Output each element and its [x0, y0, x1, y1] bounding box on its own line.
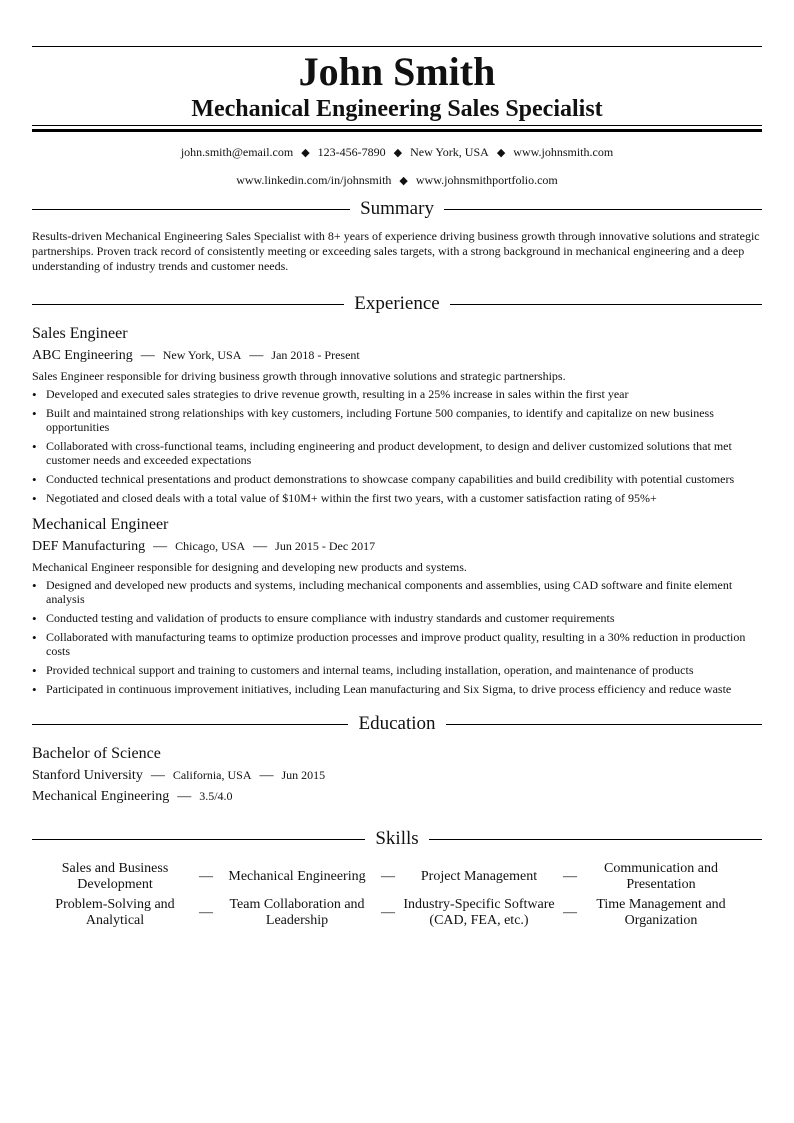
skill-item: Problem-Solving and Analytical [55, 897, 175, 928]
job-bullets [32, 578, 762, 696]
diamond-icon: ◆ [496, 147, 506, 159]
skill-item: Time Management and Organization [596, 897, 726, 928]
list-item: • Developed and executed sales strategies to drive revenue growth, resulting in a 25% increase in sales within the first year [32, 387, 762, 401]
graduation-date: Jun 2015 [281, 768, 326, 782]
list-item: • Provided technical support and training to customers and internal teams, including installation, operation, and maintenance of products [32, 663, 762, 677]
contact-portfolio[interactable]: www.johnsmithportfolio.com [415, 173, 558, 187]
skills-grid [32, 861, 762, 929]
list-item: • Conducted technical presentations and product demonstrations to showcase company capabilities and build credibility with potential customers [32, 472, 762, 486]
summary-text: Results-driven Mechanical Engineering Sales Specialist with 8+ years of experience driving business growth through innovative solutions and strategic partnerships. Proven track record of consistently meeting or exceeding sales targets, with a strong background in mechanical engineering and a deep understanding of industry trends and customer needs. [32, 229, 760, 273]
skill-item: Communication and Presentation [604, 861, 718, 892]
job-title: Mechanical Engineer [32, 516, 169, 533]
degree: Bachelor of Science [32, 745, 161, 762]
contact-block [32, 145, 762, 187]
contact-website[interactable]: www.johnsmith.com [513, 145, 614, 159]
job-title: Sales Engineer [32, 325, 128, 342]
job-dates: Jan 2018 - Present [271, 348, 360, 362]
gpa: 3.5/4.0 [199, 789, 233, 803]
school-name: Stanford University [32, 768, 143, 783]
job-entry [32, 515, 762, 696]
job-meta [32, 536, 762, 557]
school-location: California, USA [172, 768, 252, 782]
job-description: Mechanical Engineer responsible for designing and developing new products and systems. [32, 560, 467, 574]
candidate-name: John Smith [298, 49, 496, 94]
skill-item: Project Management [420, 869, 538, 884]
job-location: Chicago, USA [175, 539, 246, 553]
list-item: • Designed and developed new products and systems, including mechanical components and assemblies, using CAD software and finite element analysis [32, 578, 762, 606]
dash-separator: — [563, 905, 577, 920]
list-item: • Conducted testing and validation of products to ensure compliance with industry standards and customer requirements [32, 611, 762, 625]
job-entry [32, 324, 762, 505]
dash-separator: — [199, 905, 213, 920]
list-item: • Participated in continuous improvement initiatives, including Lean manufacturing and Six Sigma, to drive process efficiency and reduce waste [32, 682, 762, 696]
skill-item: Sales and Business Development [61, 861, 169, 892]
education-heading [32, 712, 762, 736]
header-top-rule [32, 46, 762, 47]
contact-line-2 [32, 173, 762, 187]
education-meta [32, 765, 762, 786]
skills-row [32, 861, 762, 893]
skills-heading [32, 827, 762, 851]
job-meta [32, 345, 762, 366]
dash-separator: — [150, 768, 165, 783]
job-bullets [32, 387, 762, 505]
contact-linkedin[interactable]: www.linkedin.com/in/johnsmith [236, 173, 392, 187]
dash-separator: — [259, 768, 274, 783]
header-double-rule [32, 125, 762, 132]
skill-item: Industry-Specific Software (CAD, FEA, etc.) [403, 897, 555, 928]
contact-location: New York, USA [410, 145, 489, 159]
job-company: DEF Manufacturing [32, 539, 146, 554]
skill-item: Mechanical Engineering [228, 869, 366, 884]
education-label: Education [358, 713, 436, 734]
dash-separator: — [253, 539, 268, 554]
list-item: • Collaborated with cross-functional teams, including engineering and product development, to design and deliver customized solutions that met customer needs and exceeded expectations [32, 439, 762, 467]
dash-separator: — [140, 348, 155, 363]
dash-separator: — [249, 348, 264, 363]
job-company: ABC Engineering [32, 348, 133, 363]
contact-line-1 [32, 145, 762, 159]
list-item: • Built and maintained strong relationships with key customers, including Fortune 500 companies, to identify and capitalize on new business opportunities [32, 406, 762, 434]
contact-email[interactable]: john.smith@email.com [180, 145, 294, 159]
job-description: Sales Engineer responsible for driving business growth through innovative solutions and strategic partnerships. [32, 369, 566, 383]
dash-separator: — [563, 869, 577, 884]
skills-label: Skills [375, 828, 419, 849]
dash-separator: — [153, 539, 168, 554]
experience-heading [32, 292, 762, 316]
skills-row [32, 897, 762, 929]
contact-phone: 123-456-7890 [317, 145, 386, 159]
education-major-row [32, 786, 762, 807]
summary-label: Summary [360, 198, 434, 219]
resume-page [32, 46, 762, 929]
major: Mechanical Engineering [32, 789, 170, 804]
diamond-icon: ◆ [393, 147, 403, 159]
list-item: • Negotiated and closed deals with a total value of $10M+ within the first two years, with a customer satisfaction rating of 95%+ [32, 491, 762, 505]
diamond-icon: ◆ [399, 175, 408, 187]
list-item: • Collaborated with manufacturing teams to optimize production processes and improve product quality, resulting in a 30% reduction in production costs [32, 630, 762, 658]
candidate-title: Mechanical Engineering Sales Specialist [191, 96, 603, 122]
dash-separator: — [177, 789, 192, 804]
job-location: New York, USA [162, 348, 242, 362]
job-dates: Jun 2015 - Dec 2017 [275, 539, 376, 553]
dash-separator: — [199, 869, 213, 884]
dash-separator: — [381, 869, 395, 884]
summary-heading [32, 197, 762, 221]
dash-separator: — [381, 905, 395, 920]
diamond-icon: ◆ [301, 147, 310, 159]
experience-label: Experience [354, 293, 440, 314]
education-entry [32, 744, 762, 807]
skill-item: Team Collaboration and Leadership [229, 897, 365, 928]
